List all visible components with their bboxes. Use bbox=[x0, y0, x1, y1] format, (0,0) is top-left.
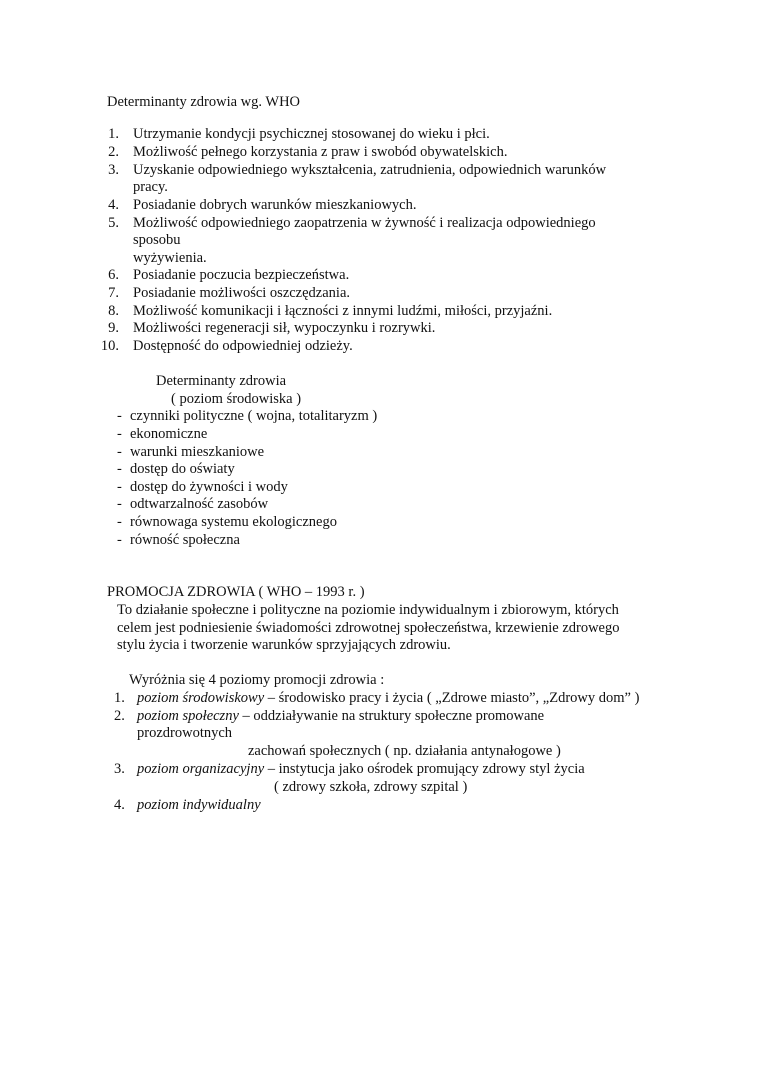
level-description: – instytucja jako ośrodek promujący zdrowy styl życia bbox=[264, 761, 585, 777]
promotion-heading: PROMOCJA ZDROWIA ( WHO – 1993 r. ) bbox=[107, 584, 365, 600]
level-name: poziom indywidualny bbox=[137, 797, 261, 813]
list-item-text: dostęp do oświaty bbox=[130, 461, 235, 477]
list-item-text-continuation: sposobu bbox=[133, 232, 181, 248]
level-name: poziom środowiskowy bbox=[137, 690, 265, 706]
bullet-dash: - bbox=[117, 532, 122, 548]
list-item-text: Uzyskanie odpowiedniego wykształcenia, zatrudnienia, odpowiednich warunków bbox=[133, 162, 607, 178]
list-item-text-continuation: wyżywienia. bbox=[133, 250, 207, 266]
list-item-text bbox=[137, 690, 639, 708]
list-item-text bbox=[137, 797, 261, 815]
list-item-text bbox=[137, 761, 585, 779]
bullet-dash: - bbox=[117, 479, 122, 495]
list-item-text: dostęp do żywności i wody bbox=[130, 479, 288, 495]
list-item-text-continuation: zachowań społecznych ( np. działania antynałogowe ) bbox=[248, 743, 561, 759]
list-item-number: 3. bbox=[114, 761, 125, 777]
bullet-dash: - bbox=[117, 426, 122, 442]
list-item-text: Posiadanie możliwości oszczędzania. bbox=[133, 285, 351, 301]
level-name: poziom społeczny bbox=[137, 708, 239, 724]
level-name: poziom organizacyjny bbox=[137, 761, 265, 777]
list-item-text: Możliwości regeneracji sił, wypoczynku i rozrywki. bbox=[133, 320, 436, 336]
list-item-text: Utrzymanie kondycji psychicznej stosowanej do wieku i płci. bbox=[133, 126, 490, 142]
section-subheading: ( poziom środowiska ) bbox=[171, 391, 302, 407]
bullet-dash: - bbox=[117, 461, 122, 477]
list-item-text: równowaga systemu ekologicznego bbox=[130, 514, 337, 530]
list-item-number: 6. bbox=[108, 267, 119, 283]
list-item-number: 1. bbox=[108, 126, 119, 142]
list-item-number: 2. bbox=[108, 144, 119, 160]
list-item-text: odtwarzalność zasobów bbox=[130, 496, 269, 512]
list-item-text: Możliwość komunikacji i łączności z innymi ludźmi, miłości, przyjaźni. bbox=[133, 303, 553, 319]
level-description: – oddziaływanie na struktury społeczne promowane bbox=[238, 708, 545, 724]
bullet-dash: - bbox=[117, 408, 122, 424]
bullet-dash: - bbox=[117, 496, 122, 512]
list-item-text-continuation: ( zdrowy szkoła, zdrowy szpital ) bbox=[274, 779, 468, 795]
list-item-text: równość społeczna bbox=[130, 532, 240, 548]
list-item-text-continuation: prozdrowotnych bbox=[137, 725, 233, 741]
paragraph-line: celem jest podniesienie świadomości zdrowotnej społeczeństwa, krzewienie zdrowego bbox=[117, 620, 620, 636]
list-item-number: 9. bbox=[108, 320, 119, 336]
list-item-text: Możliwość odpowiedniego zaopatrzenia w żywność i realizacja odpowiedniego bbox=[133, 215, 596, 231]
list-item-text: Posiadanie poczucia bezpieczeństwa. bbox=[133, 267, 350, 283]
list-item-text: Możliwość pełnego korzystania z praw i swobód obywatelskich. bbox=[133, 144, 508, 160]
list-item-text: ekonomiczne bbox=[130, 426, 208, 442]
bullet-dash: - bbox=[117, 444, 122, 460]
level-description: – środowisko pracy i życia ( „Zdrowe miasto”, „Zdrowy dom” ) bbox=[264, 690, 640, 706]
list-item-number: 5. bbox=[108, 215, 119, 231]
list-item-text: czynniki polityczne ( wojna, totalitaryzm ) bbox=[130, 408, 378, 424]
list-item-number: 8. bbox=[108, 303, 119, 319]
bullet-dash: - bbox=[117, 514, 122, 530]
document-title: Determinanty zdrowia wg. WHO bbox=[107, 94, 301, 110]
list-item-number: 7. bbox=[108, 285, 119, 301]
list-item-number: 2. bbox=[114, 708, 125, 724]
paragraph-line: To działanie społeczne i polityczne na poziomie indywidualnym i zbiorowym, których bbox=[117, 602, 619, 618]
list-item-text-continuation: pracy. bbox=[133, 179, 168, 195]
paragraph-line: stylu życia i tworzenie warunków sprzyjających zdrowiu. bbox=[117, 637, 451, 653]
list-item-number: 4. bbox=[114, 797, 125, 813]
list-item-number: 4. bbox=[108, 197, 119, 213]
list-item-text bbox=[137, 708, 544, 726]
list-item-text: warunki mieszkaniowe bbox=[130, 444, 265, 460]
list-item-text: Posiadanie dobrych warunków mieszkaniowych. bbox=[133, 197, 417, 213]
list-item-number: 1. bbox=[114, 690, 125, 706]
list-item-text: Dostępność do odpowiedniej odzieży. bbox=[133, 338, 353, 354]
list-item-number: 3. bbox=[108, 162, 119, 178]
list-item-number: 10. bbox=[100, 338, 119, 354]
section-heading: Determinanty zdrowia bbox=[156, 373, 287, 389]
levels-intro: Wyróżnia się 4 poziomy promocji zdrowia : bbox=[129, 672, 385, 688]
